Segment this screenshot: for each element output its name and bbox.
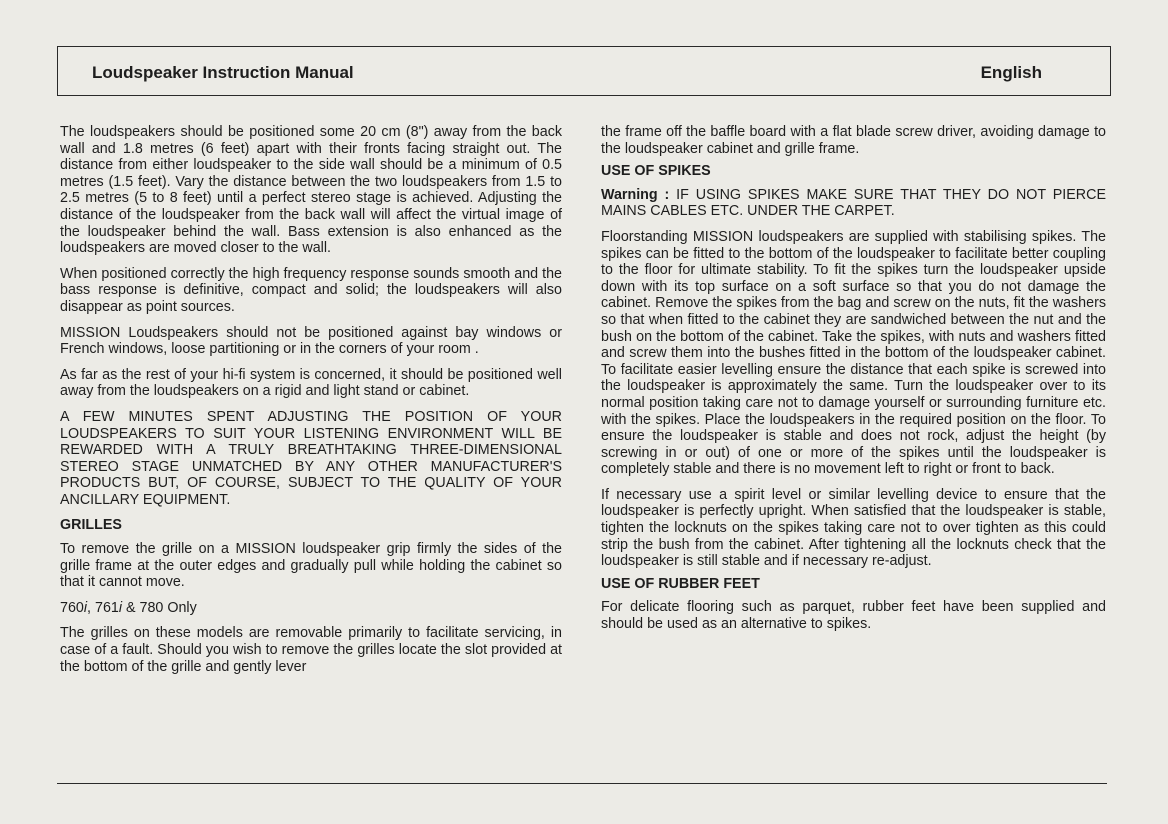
warning-label: Warning : <box>601 186 670 203</box>
model-780: & 780 Only <box>122 599 197 616</box>
rubber-feet-paragraph: For delicate flooring such as parquet, rubber feet have been supplied and should be used as an alternative to spikes. <box>601 599 1106 633</box>
language-label: English <box>980 63 1042 82</box>
spikes-heading: USE OF SPIKES <box>601 163 711 180</box>
model-761-suffix: i <box>118 599 123 616</box>
page-title: Loudspeaker Instruction Manual <box>92 63 354 82</box>
levelling-paragraph: If necessary use a spirit level or similar levelling device to ensure that the loudspeaker is perfectly upright. When satisfied that the loudspeaker is stable, tighten the locknuts on the spikes taking care not to over tighten as this could strip the bush from the cabinet. After tightening all the locknuts check that the loudspeaker is still stable and if necessary re-adjust. <box>601 486 1106 570</box>
spikes-warning <box>601 187 1106 220</box>
right-column <box>601 124 1106 642</box>
model-761: , 761 <box>87 599 119 616</box>
rubber-feet-heading: USE OF RUBBER FEET <box>601 575 760 592</box>
model-760-suffix: i <box>83 599 88 616</box>
model-760: 760 <box>60 599 84 616</box>
header-box <box>57 46 1111 96</box>
hifi-system-paragraph: As far as the rest of your hi-fi system is concerned, it should be positioned well away from the loudspeakers on a rigid and light stand or cabinet. <box>60 366 562 400</box>
grilles-heading: GRILLES <box>60 517 122 534</box>
left-column <box>60 124 562 684</box>
warning-text: IF USING SPIKES MAKE SURE THAT THEY DO NOT PIERCE MAINS CABLES ETC. UNDER THE CARPET. <box>601 186 1106 220</box>
grille-lever-paragraph: the frame off the baffle board with a flat blade screw driver, avoiding damage to the loudspeaker cabinet and grille frame. <box>601 124 1106 157</box>
footer-rule <box>57 783 1107 784</box>
models-note <box>60 600 562 617</box>
spikes-fitting-paragraph: Floorstanding MISSION loudspeakers are supplied with stabilising spikes. The spikes can be fitted to the bottom of the loudspeaker to facilitate better coupling to the floor for ultimate stability. To fit the spikes turn the loudspeaker upside down with its top surface on a soft surface so that you do not damage the cabinet. Remove the spikes from the bag and screw on the nuts, fit the washers so that when fitted to the cabinet they are sandwiched between the nut and the bush on the bottom of the cabinet. Take the spikes, with nuts and washers fitted and screw them into the bushes fitted in the bottom of the loudspeaker cabinet. To facilitate easier levelling ensure the distance that each spike is screwed into the loudspeaker is approximately the same. Turn the loudspeaker over to its normal position taking care not to damage yourself or surrounding furniture etc. with the spikes. Place the loudspeakers in the required position on the floor. To ensure the loudspeaker is stable and does not rock, adjust the height (by screwing in or out) of one or more of the spikes until the loudspeaker is completely stable and there is no movement left to right or front to back. <box>601 228 1106 478</box>
placement-warning-paragraph: MISSION Loudspeakers should not be positioned against bay windows or French windows, loose partitioning or in the corners of your room . <box>60 324 562 358</box>
positioning-paragraph: The loudspeakers should be positioned some 20 cm (8") away from the back wall and 1.8 metres (6 feet) apart with their fronts facing straight out. The distance from either loudspeaker to the side wall should be a minimum of 0.5 metres (1.5 feet). Vary the distance between the two loudspeakers from 1.5 to 2.5 metres (5 to 8 feet) until a perfect stereo stage is achieved. Adjusting the distance of the loudspeaker from the back wall will affect the virtual image of the loudspeaker behind the wall. Bass extension is also enhanced as the loudspeakers are moved closer to the wall. <box>60 124 562 257</box>
grille-removal-paragraph: To remove the grille on a MISSION loudspeaker grip firmly the sides of the grille frame at the outer edges and gradually pull while holding the cabinet so that it cannot move. <box>60 541 562 591</box>
response-paragraph: When positioned correctly the high frequency response sounds smooth and the bass response is definitive, compact and solid; the loudspeakers will also disappear as point sources. <box>60 265 562 315</box>
grille-servicing-paragraph: The grilles on these models are removable primarily to facilitate servicing, in case of a fault. Should you wish to remove the grilles locate the slot provided at the bottom of the grille and gently lever <box>60 625 562 675</box>
adjustment-note-paragraph: A FEW MINUTES SPENT ADJUSTING THE POSITION OF YOUR LOUDSPEAKERS TO SUIT YOUR LISTENING ENVIRONMENT WILL BE REWARDED WITH A TRULY BREATHTAKING THREE-DIMENSIONAL STEREO STAGE UNMATCHED BY ANY OTHER MANUFACTURER'S PRODUCTS BUT, OF COURSE, SUBJECT TO THE QUALITY OF YOUR ANCILLARY EQUIPMENT. <box>60 408 562 508</box>
